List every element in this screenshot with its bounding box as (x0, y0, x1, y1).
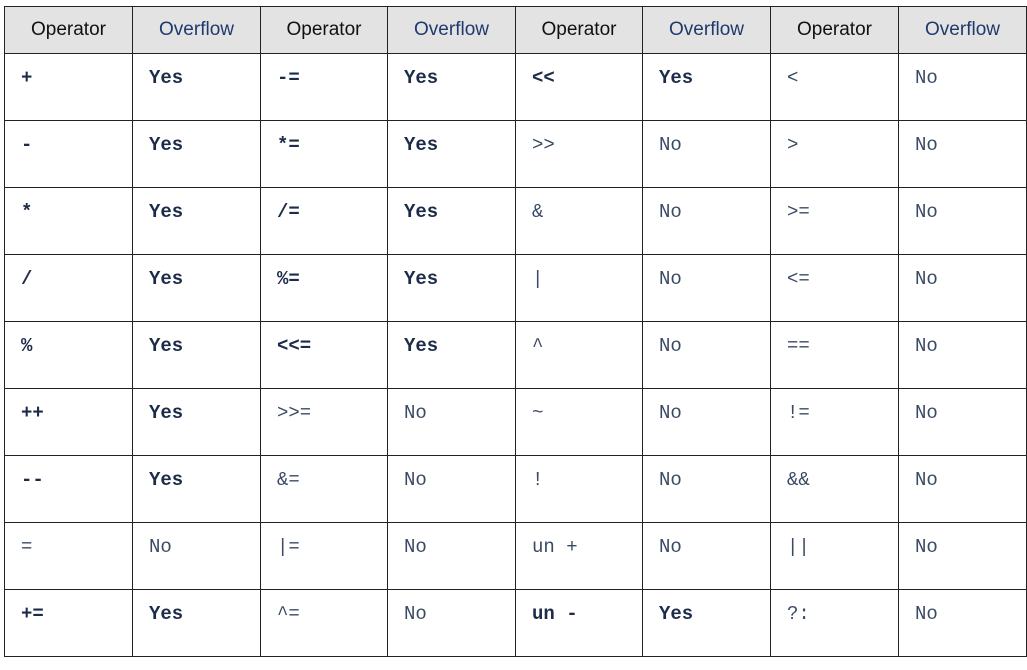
operator-cell: un - (516, 590, 643, 657)
overflow-cell: No (899, 121, 1027, 188)
overflow-cell: No (899, 322, 1027, 389)
operator-cell: *= (261, 121, 388, 188)
header-overflow: Overflow (133, 7, 261, 54)
operator-cell: un + (516, 523, 643, 590)
operator-cell: ~ (516, 389, 643, 456)
overflow-cell: Yes (133, 188, 261, 255)
overflow-cell: Yes (388, 54, 516, 121)
operator-cell: & (516, 188, 643, 255)
operator-cell: += (5, 590, 133, 657)
operator-cell: != (771, 389, 899, 456)
overflow-cell: No (899, 523, 1027, 590)
overflow-cell: No (899, 389, 1027, 456)
operator-cell: <<= (261, 322, 388, 389)
overflow-cell: Yes (388, 121, 516, 188)
operator-cell: > (771, 121, 899, 188)
table-row (5, 456, 1027, 523)
operator-cell: <= (771, 255, 899, 322)
operator-cell: && (771, 456, 899, 523)
operator-cell: -- (5, 456, 133, 523)
operator-cell: | (516, 255, 643, 322)
overflow-cell: No (643, 389, 771, 456)
overflow-cell: Yes (388, 255, 516, 322)
overflow-cell: Yes (133, 389, 261, 456)
overflow-cell: Yes (133, 456, 261, 523)
operator-overflow-table (4, 6, 1027, 657)
table-row (5, 523, 1027, 590)
table-row (5, 590, 1027, 657)
operator-cell: ^ (516, 322, 643, 389)
overflow-cell: No (899, 590, 1027, 657)
table-row (5, 54, 1027, 121)
operator-cell: = (5, 523, 133, 590)
operator-cell: ! (516, 456, 643, 523)
overflow-cell: No (643, 523, 771, 590)
operator-cell: >= (771, 188, 899, 255)
operator-cell: >> (516, 121, 643, 188)
table-row (5, 121, 1027, 188)
overflow-cell: No (643, 255, 771, 322)
overflow-cell: Yes (388, 188, 516, 255)
operator-cell: |= (261, 523, 388, 590)
operator-cell: || (771, 523, 899, 590)
table-row (5, 255, 1027, 322)
overflow-cell: No (388, 389, 516, 456)
overflow-cell: No (899, 54, 1027, 121)
header-overflow: Overflow (899, 7, 1027, 54)
operator-cell: + (5, 54, 133, 121)
operator-cell: &= (261, 456, 388, 523)
overflow-cell: No (643, 322, 771, 389)
operator-cell: / (5, 255, 133, 322)
operator-cell: == (771, 322, 899, 389)
overflow-cell: Yes (133, 54, 261, 121)
overflow-cell: No (388, 523, 516, 590)
table-header-row (5, 7, 1027, 54)
operator-cell: %= (261, 255, 388, 322)
operator-cell: * (5, 188, 133, 255)
operator-cell: /= (261, 188, 388, 255)
operator-cell: % (5, 322, 133, 389)
operator-cell: << (516, 54, 643, 121)
overflow-cell: Yes (133, 590, 261, 657)
table-body (5, 54, 1027, 657)
header-overflow: Overflow (643, 7, 771, 54)
header-overflow: Overflow (388, 7, 516, 54)
operator-cell: < (771, 54, 899, 121)
operator-cell: ^= (261, 590, 388, 657)
overflow-cell: No (899, 188, 1027, 255)
overflow-cell: No (899, 456, 1027, 523)
operator-cell: ?: (771, 590, 899, 657)
overflow-cell: Yes (133, 322, 261, 389)
header-operator: Operator (261, 7, 388, 54)
operator-cell: -= (261, 54, 388, 121)
header-operator: Operator (771, 7, 899, 54)
header-operator: Operator (516, 7, 643, 54)
overflow-cell: No (899, 255, 1027, 322)
overflow-cell: Yes (643, 590, 771, 657)
table-row (5, 389, 1027, 456)
overflow-cell: No (643, 121, 771, 188)
operator-cell: - (5, 121, 133, 188)
overflow-cell: Yes (133, 255, 261, 322)
overflow-cell: Yes (643, 54, 771, 121)
operator-cell: >>= (261, 389, 388, 456)
table-row (5, 188, 1027, 255)
overflow-cell: Yes (388, 322, 516, 389)
overflow-cell: No (643, 456, 771, 523)
overflow-cell: No (388, 590, 516, 657)
table-row (5, 322, 1027, 389)
overflow-cell: Yes (133, 121, 261, 188)
overflow-cell: No (643, 188, 771, 255)
header-operator: Operator (5, 7, 133, 54)
operator-cell: ++ (5, 389, 133, 456)
overflow-cell: No (133, 523, 261, 590)
overflow-cell: No (388, 456, 516, 523)
